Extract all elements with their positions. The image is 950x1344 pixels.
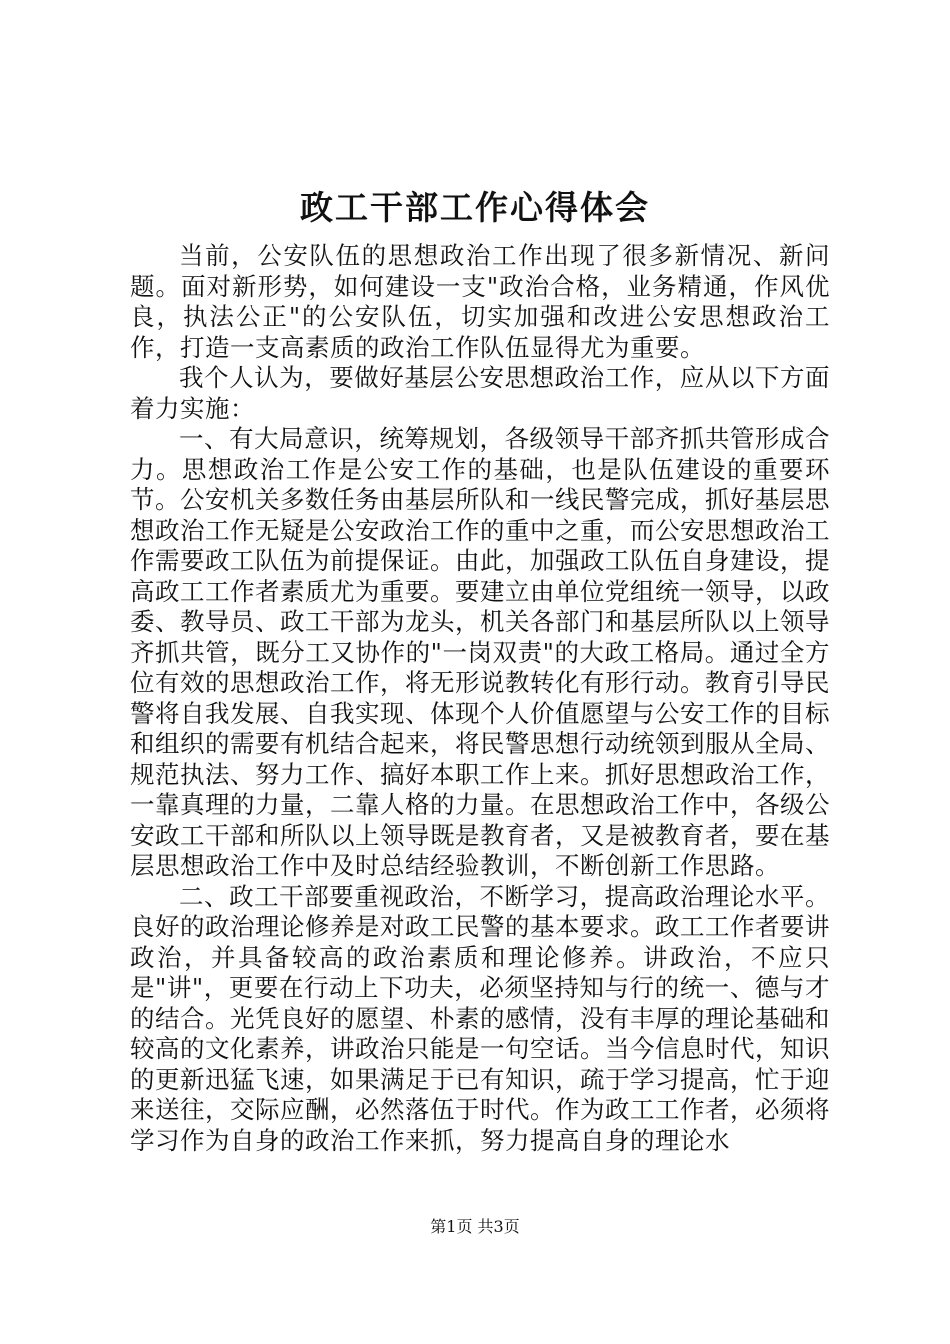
document-title: 政工干部工作心得体会 xyxy=(300,188,650,227)
paragraph: 一、有大局意识，统筹规划，各级领导干部齐抓共管形成合力。思想政治工作是公安工作的基础，也是队伍建设的重要环节。公安机关多数任务由基层所队和一线民警完成，抓好基层思想政治工作无疑是公安政治工作的重中之重，而公安思想政治工作需要政工队伍为前提保证。由此，加强政工队伍自身建设，提高政工工作者素质尤为重要。要建立由单位党组统一领导，以政委、教导员、政工干部为龙头，机关各部门和基层所队以上领导齐抓共管，既分工又协作的"一岗双责"的大政工格局。通过全方位有效的思想政治工作，将无形说教转化有形行动。教育引导民警将自我发展、自我实现、体现个人价值愿望与公安工作的目标和组织的需要有机结合起来，将民警思想行动统领到服从全局、规范执法、努力工作、搞好本职工作上来。抓好思想政治工作，一靠真理的力量，二靠人格的力量。在思想政治工作中，各级公安政工干部和所队以上领导既是教育者，又是被教育者，要在基层思想政治工作中及时总结经验教训，不断创新工作思路。 xyxy=(130,424,830,880)
paragraph: 当前，公安队伍的思想政治工作出现了很多新情况、新问题。面对新形势，如何建设一支"政治合格，业务精通，作风优良，执法公正"的公安队伍，切实加强和改进公安思想政治工作，打造一支高素质的政治工作队伍显得尤为重要。 xyxy=(130,241,830,362)
paragraph: 我个人认为，要做好基层公安思想政治工作，应从以下方面着力实施： xyxy=(130,363,830,423)
document-body xyxy=(130,241,830,1156)
paragraph: 二、政工干部要重视政治，不断学习，提高政治理论水平。良好的政治理论修养是对政工民警的基本要求。政工工作者要讲政治，并具备较高的政治素质和理论修养。讲政治，不应只是"讲"，更要在行动上下功夫，必须坚持知与行的统一、德与才的结合。光凭良好的愿望、朴素的感情，没有丰厚的理论基础和较高的文化素养，讲政治只能是一句空话。当今信息时代，知识的更新迅猛飞速，如果满足于已有知识，疏于学习提高，忙于迎来送往，交际应酬，必然落伍于时代。作为政工工作者，必须将学习作为自身的政治工作来抓，努力提高自身的理论水 xyxy=(130,881,830,1155)
page-footer: 第1页 共3页 xyxy=(430,1217,520,1236)
